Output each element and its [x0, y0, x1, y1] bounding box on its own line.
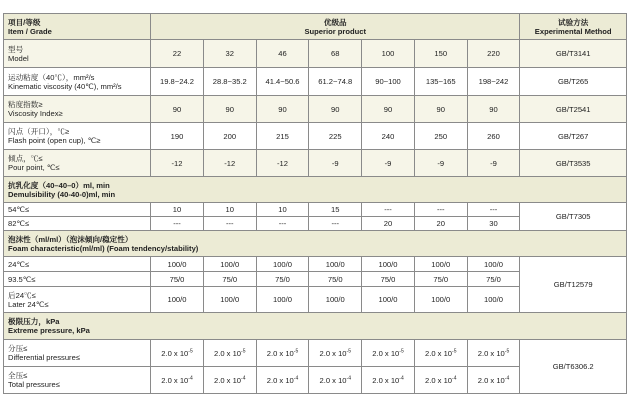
table-row: 倾点，℃≤ Pour point, ℃≤ -12 -12 -12 -9 -9 -9 -9 GB/T3535 [4, 150, 627, 177]
section-demulsibility: 抗乳化度（40–40–0）ml, min Demulsibility (40-40-0)ml, min [4, 177, 627, 203]
table-row: 型号 Model 22 32 46 68 100 150 220 GB/T3141 [4, 40, 627, 68]
table-row: 后24℃≤ Later 24℃≤ 100/0 100/0 100/0 100/0 100/0 100/0 100/0 [4, 287, 627, 313]
table-row: 全压≤ Total pressure≤ 2.0 x $10^{-4}$ 2.0 x $10^{-4}$ 2.0 x $10^{-4}$ 2.0 x $10^{-4}$ 2.0 x $10^{-4}$ 2.0 x $10^{-4}$ 2.0 x $10^{-4}$ [4, 367, 627, 394]
table-row: 分压≤ Differential pressure≤ 2.0 x $10^{-5}$ 2.0 x $10^{-5}$ 2.0 x $10^{-5}$ 2.0 x $10^{-5}$ 2.0 x $10^{-5}$ 2.0 x $10^{-5}$ 2.0 x $10^{-5}$ GB/T6306.2 [4, 340, 627, 367]
table-row: 运动粘度（40℃），mm²/s Kinematic viscosity (40℃), mm²/s 19.8~24.2 28.8~35.2 41.4~50.6 61.2~74.8 90~100 135~165 198~242 GB/T265 [4, 68, 627, 96]
spec-sheet [0, 13, 629, 413]
table-header [4, 14, 627, 40]
header-method: 试验方法 Experimental Method [520, 14, 627, 40]
table-row: 24℃≤ 100/0 100/0 100/0 100/0 100/0 100/0 100/0 GB/T12579 [4, 257, 627, 272]
table-row: 54℃≤ 10 10 10 15 --- --- --- GB/T7305 [4, 203, 627, 217]
section-extreme-pressure: 极限压力，kPa Extreme pressure, kPa [4, 313, 627, 340]
section-foam: 泡沫性（ml/ml）（泡沫倾向/稳定性） Foam characteristic(ml/ml) (Foam tendency/stability) [4, 231, 627, 257]
table-row: 闪点（开口），℃≥ Flash point (open cup), ℃≥ 190 200 215 225 240 250 260 GB/T267 [4, 123, 627, 150]
table-row: 93.5℃≤ 75/0 75/0 75/0 75/0 75/0 75/0 75/0 [4, 272, 627, 287]
spec-table [3, 13, 627, 394]
header-item: 项目/等级 Item / Grade [4, 14, 151, 40]
header-superior: 优级品 Superior product [151, 14, 520, 40]
table-row: 82℃≤ --- --- --- --- 20 20 30 [4, 217, 627, 231]
table-row: 粘度指数≥ Viscosity Index≥ 90 90 90 90 90 90 90 GB/T2541 [4, 96, 627, 123]
